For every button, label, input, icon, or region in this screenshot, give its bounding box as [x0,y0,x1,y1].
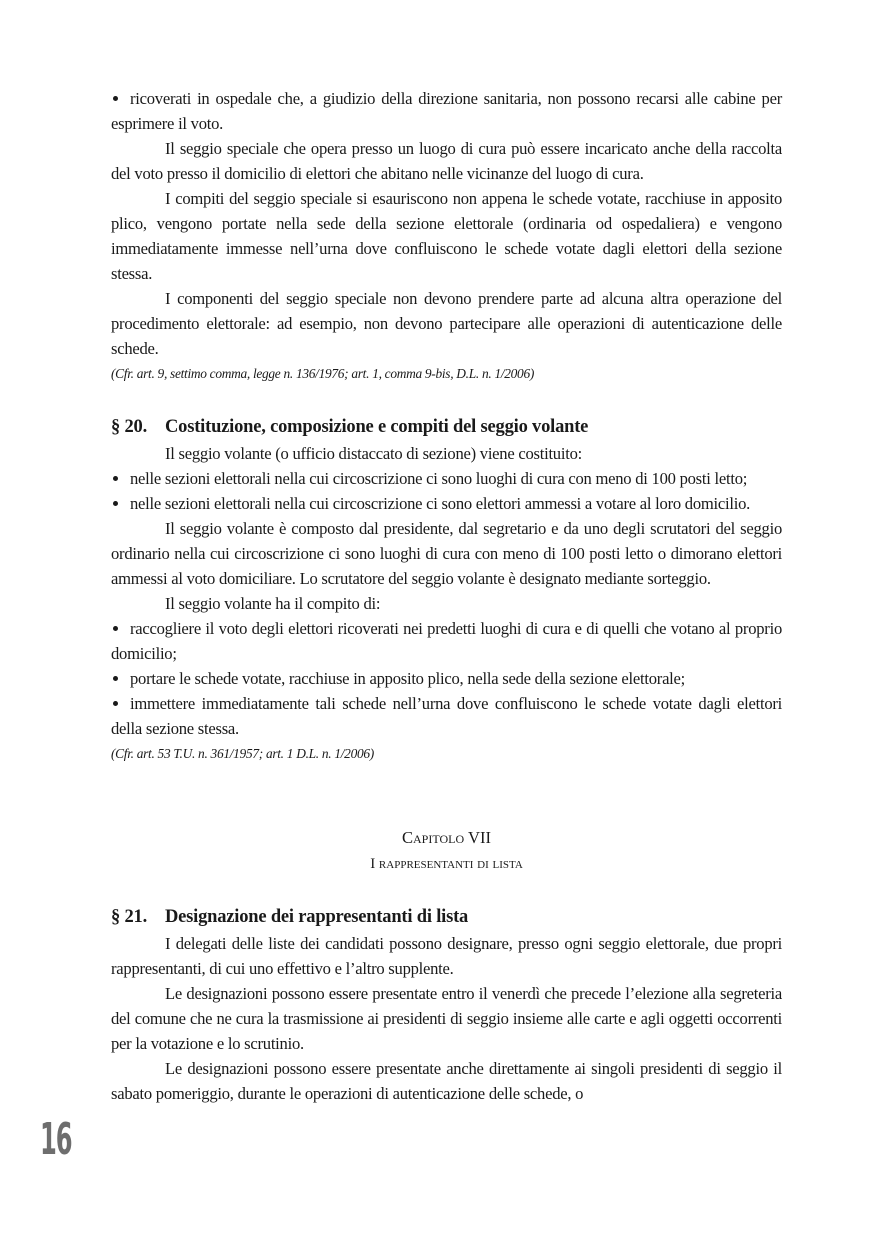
bullet-icon [113,626,118,631]
list-item: immettere immediatamente tali schede nell’urna dove confluiscono le schede votate dagli elettori della sezione stessa. [111,694,782,738]
list-item: ricoverati in ospedale che, a giudizio della direzione sanitaria, non possono recarsi alle cabine per esprimere il voto. [111,89,782,133]
section-title: Costituzione, composizione e compiti del seggio volante [165,417,589,437]
legal-reference: (Cfr. art. 53 T.U. n. 361/1957; art. 1 D.L. n. 1/2006) [111,746,374,761]
section-title: Designazione dei rappresentanti di lista [165,907,469,927]
page-number: 16 [40,1114,72,1165]
bullet-icon [113,501,118,506]
paragraph: Le designazioni possono essere presentate entro il venerdì che precede l’elezione alla segreteria del comune che ne cura la trasmissione ai presidenti di seggio insieme alle carte e agli oggetti occorrenti per la votazione e lo scrutinio. [111,984,782,1053]
bullet-icon [113,96,118,101]
chapter-label: Capitolo VII [401,828,492,847]
paragraph: Il seggio speciale che opera presso un luogo di cura può essere incaricato anche della raccolta del voto presso il domicilio di elettori che abitano nelle vicinanze del luogo di cura. [111,139,782,183]
paragraph: I componenti del seggio speciale non devono prendere parte ad alcuna altra operazione del procedimento elettorale: ad esempio, non devono partecipare alle operazioni di autenticazione delle schede. [111,289,782,358]
list-item: portare le schede votate, racchiuse in apposito plico, nella sede della sezione elettorale; [111,666,782,691]
paragraph: Il seggio volante (o ufficio distaccato di sezione) viene costituito: [165,444,582,463]
section-heading [111,903,782,931]
paragraph: I delegati delle liste dei candidati possono designare, presso ogni seggio elettorale, due propri rappresentanti, di cui uno effettivo e l’altro supplente. [111,934,782,978]
chapter-title: I rappresentanti di lista [370,856,523,872]
bullet-icon [113,676,118,681]
list-item: nelle sezioni elettorali nella cui circoscrizione ci sono luoghi di cura con meno di 100 posti letto; [111,466,782,491]
list-item: nelle sezioni elettorali nella cui circoscrizione ci sono elettori ammessi a votare al loro domicilio. [111,491,782,516]
paragraph: Il seggio volante ha il compito di: [165,594,381,613]
chapter-heading [111,825,782,877]
paragraph: I compiti del seggio speciale si esauriscono non appena le schede votate, racchiuse in apposito plico, vengono portate nella sede della sezione elettorale (ordinaria od ospedaliera) e vengono immediatamente immesse nell’urna dove confluiscono le schede votate dagli elettori della sezione stessa. [111,189,782,283]
legal-reference: (Cfr. art. 9, settimo comma, legge n. 136/1976; art. 1, comma 9-bis, D.L. n. 1/2006) [111,366,534,381]
section-number: § 20. [111,417,148,437]
list-item: raccogliere il voto degli elettori ricoverati nei predetti luoghi di cura e di quelli che votano al proprio domicilio; [111,619,782,663]
paragraph: Le designazioni possono essere presentate anche direttamente ai singoli presidenti di seggio il sabato pomeriggio, durante le operazioni di autenticazione delle schede, o [111,1059,782,1103]
bullet-icon [113,701,118,706]
bullet-icon [113,476,118,481]
page-body [111,86,782,1106]
section-heading [111,413,782,441]
paragraph: Il seggio volante è composto dal presidente, dal segretario e da uno degli scrutatori del seggio ordinario nella cui circoscrizione ci sono luoghi di cura con meno di 100 posti letto o dimorano elettori ammessi al voto domiciliare. Lo scrutatore del seggio volante è designato mediante sorteggio. [111,519,782,588]
section-number: § 21. [111,907,148,927]
